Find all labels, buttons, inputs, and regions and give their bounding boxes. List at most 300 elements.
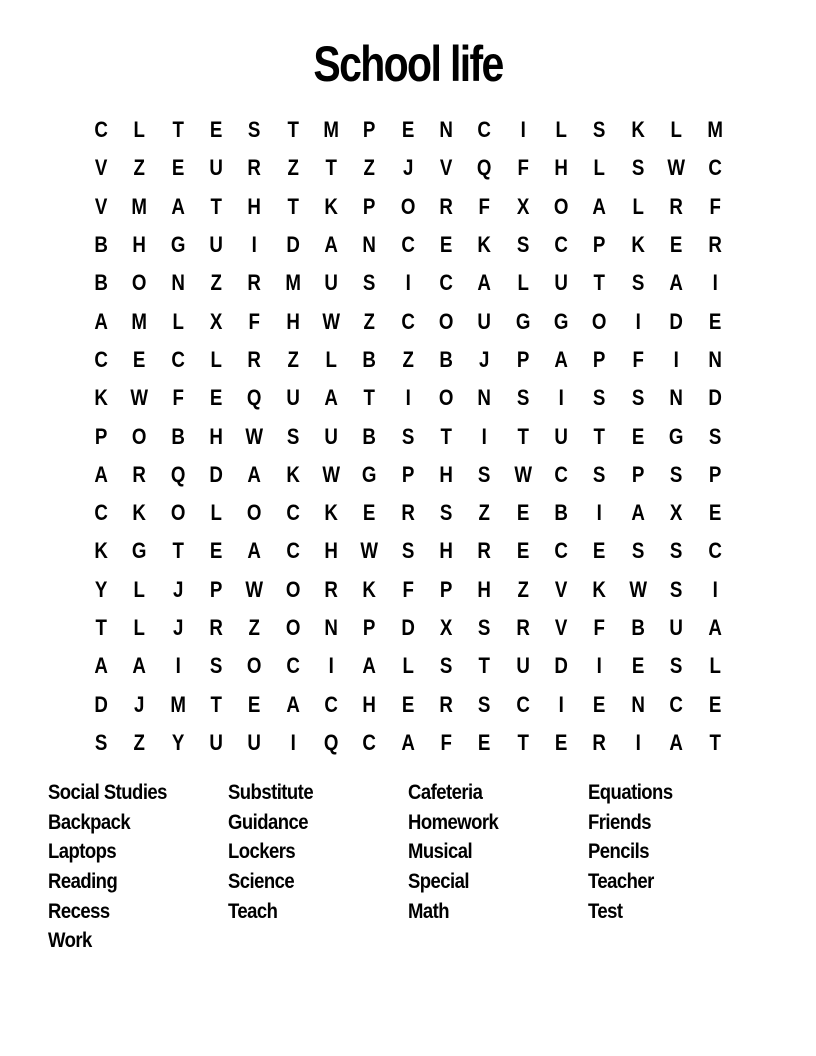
grid-row (82, 685, 734, 723)
grid-letter: L (555, 117, 568, 143)
grid-letter: P (363, 615, 376, 640)
grid-letter: A (592, 193, 607, 219)
grid-letter: S (440, 500, 453, 526)
grid-letter: I (328, 653, 334, 679)
grid-letter: O (592, 308, 607, 334)
word-list-item: Cafeteria (408, 781, 483, 804)
grid-letter: B (171, 423, 185, 449)
word-list-item: Musical (408, 840, 473, 864)
grid-letter: S (593, 117, 606, 143)
grid-letter: Y (94, 576, 108, 602)
grid-letter: S (631, 155, 645, 181)
grid-letter: U (286, 385, 300, 411)
grid-letter: G (554, 308, 569, 334)
word-list-item: Science (228, 870, 295, 894)
grid-letter: J (479, 346, 490, 372)
grid-letter: E (631, 653, 645, 679)
grid-letter: L (210, 346, 222, 372)
grid-letter: L (133, 117, 146, 143)
grid-letter: S (478, 691, 491, 717)
grid-letter: S (401, 423, 415, 449)
grid-letter: X (440, 615, 453, 640)
grid-letter: D (209, 461, 223, 487)
grid-letter: W (629, 576, 647, 602)
grid-letter: M (706, 117, 723, 143)
grid-letter: R (592, 729, 607, 755)
grid-letter: T (517, 729, 529, 755)
grid-letter: I (405, 385, 411, 411)
grid-row (82, 647, 734, 685)
grid-letter: F (402, 576, 414, 602)
grid-letter: S (593, 461, 606, 487)
grid-letter: E (593, 691, 606, 717)
grid-letter: R (247, 155, 262, 181)
grid-letter: K (631, 232, 645, 258)
grid-letter: S (440, 653, 453, 679)
grid-letter: S (631, 538, 645, 564)
grid-letter: K (324, 500, 338, 526)
grid-letter: E (670, 232, 683, 258)
word-list-item: Friends (588, 810, 652, 834)
grid-letter: X (670, 500, 683, 526)
grid-letter: N (324, 615, 338, 640)
grid-letter: A (669, 729, 684, 755)
grid-letter: P (209, 576, 223, 602)
grid-letter: F (478, 193, 491, 219)
grid-letter: E (209, 385, 223, 411)
grid-letter: C (401, 232, 415, 258)
grid-letter: F (248, 308, 261, 334)
grid-letter: N (171, 270, 185, 296)
grid-letter: I (597, 653, 603, 679)
grid-letter: R (477, 538, 492, 564)
grid-letter: E (440, 232, 453, 258)
grid-letter: W (667, 155, 686, 181)
grid-letter: A (324, 232, 338, 258)
grid-letter: S (516, 232, 530, 258)
grid-letter: E (401, 117, 415, 143)
grid-letter: V (94, 193, 108, 219)
grid-letter: S (286, 423, 300, 449)
grid-row (82, 149, 734, 187)
grid-letter: P (708, 461, 721, 487)
grid-letter: N (707, 346, 722, 372)
grid-letter: U (209, 232, 223, 258)
grid-letter: R (324, 576, 338, 602)
grid-letter: O (247, 500, 262, 526)
grid-letter: I (558, 385, 564, 411)
grid-letter: W (245, 423, 264, 449)
grid-letter: A (132, 653, 147, 679)
grid-letter: V (94, 155, 108, 181)
word-list-item: Homework (408, 810, 499, 834)
grid-letter: D (669, 308, 684, 334)
grid-letter: I (712, 270, 718, 296)
grid-letter: F (517, 155, 529, 181)
grid-letter: I (635, 308, 641, 334)
grid-letter: C (286, 538, 300, 564)
grid-letter: Z (478, 500, 491, 526)
grid-letter: N (631, 691, 645, 717)
word-list-item: Laptops (48, 840, 117, 864)
grid-letter: E (708, 308, 721, 334)
word-list-item: Teacher (588, 870, 654, 894)
grid-letter: E (593, 538, 606, 564)
grid-letter: B (362, 423, 377, 449)
grid-letter: A (362, 653, 377, 679)
grid-letter: R (132, 461, 147, 487)
grid-letter: T (172, 117, 184, 143)
grid-letter: I (175, 653, 181, 679)
page-title: School life (313, 36, 503, 92)
grid-letter: S (631, 385, 645, 411)
letter-grid (82, 111, 734, 762)
grid-letter: H (132, 232, 147, 258)
grid-letter: Y (171, 729, 185, 755)
grid-letter: O (247, 653, 262, 679)
grid-letter: S (363, 270, 376, 296)
grid-letter: L (210, 500, 222, 526)
grid-letter: I (520, 117, 526, 143)
grid-letter: M (170, 691, 186, 717)
grid-letter: P (401, 461, 415, 487)
grid-letter: B (94, 232, 108, 258)
grid-row (82, 417, 734, 455)
grid-letter: S (248, 117, 261, 143)
grid-letter: B (362, 346, 377, 372)
grid-letter: S (631, 270, 645, 296)
grid-letter: F (632, 346, 644, 372)
grid-letter: G (362, 461, 377, 487)
grid-letter: L (517, 270, 529, 296)
grid-letter: D (94, 691, 108, 717)
grid-letter: K (94, 538, 108, 564)
grid-letter: P (631, 461, 645, 487)
grid-letter: S (670, 461, 683, 487)
grid-letter: E (708, 691, 721, 717)
grid-letter: T (517, 423, 529, 449)
grid-letter: A (707, 615, 722, 640)
grid-letter: F (593, 615, 606, 640)
grid-letter: C (94, 346, 108, 372)
grid-letter: S (670, 576, 683, 602)
grid-letter: D (554, 653, 569, 679)
grid-letter: L (593, 155, 606, 181)
grid-letter: Z (133, 729, 146, 755)
grid-letter: K (132, 500, 147, 526)
grid-letter: E (708, 500, 721, 526)
grid-letter: K (362, 576, 377, 602)
grid-letter: T (593, 270, 606, 296)
grid-letter: L (133, 615, 146, 640)
grid-letter: T (708, 729, 721, 755)
grid-letter: C (707, 538, 722, 564)
word-list-item: Teach (228, 899, 278, 923)
grid-letter: W (360, 538, 379, 564)
grid-letter: A (247, 461, 262, 487)
grid-letter: E (516, 538, 530, 564)
grid-letter: G (669, 423, 684, 449)
grid-letter: T (440, 423, 452, 449)
grid-letter: C (554, 232, 569, 258)
grid-letter: M (323, 117, 340, 143)
grid-letter: U (516, 653, 530, 679)
grid-letter: O (170, 500, 186, 526)
grid-letter: T (593, 423, 606, 449)
grid-letter: K (94, 385, 108, 411)
grid-letter: I (673, 346, 679, 372)
grid-letter: E (209, 538, 223, 564)
grid-letter: V (555, 576, 568, 602)
grid-letter: J (172, 615, 184, 640)
grid-letter: O (132, 270, 147, 296)
grid-letter: O (438, 385, 454, 411)
grid-letter: R (707, 232, 722, 258)
grid-letter: I (597, 500, 603, 526)
grid-letter: G (132, 538, 147, 564)
grid-letter: T (478, 653, 491, 679)
grid-letter: U (554, 270, 569, 296)
grid-letter: E (478, 729, 491, 755)
grid-letter: V (555, 615, 568, 640)
grid-letter: Q (170, 461, 186, 487)
grid-letter: W (322, 461, 341, 487)
grid-letter: U (209, 729, 223, 755)
grid-letter: R (516, 615, 530, 640)
grid-letter: O (400, 193, 416, 219)
grid-letter: A (669, 270, 684, 296)
grid-letter: H (362, 691, 377, 717)
grid-letter: K (631, 117, 645, 143)
grid-letter: I (558, 691, 564, 717)
grid-row (82, 341, 734, 379)
grid-letter: L (133, 576, 146, 602)
grid-letter: V (440, 155, 453, 181)
grid-letter: C (439, 270, 454, 296)
grid-row (82, 226, 734, 264)
grid-letter: C (477, 117, 492, 143)
grid-row (82, 111, 734, 149)
grid-letter: B (631, 615, 645, 640)
word-list-item: Test (588, 899, 623, 923)
grid-letter: L (172, 308, 184, 334)
grid-letter: C (516, 691, 530, 717)
word-list-item: Substitute (228, 781, 314, 804)
grid-letter: C (94, 117, 108, 143)
word-list-item: Social Studies (48, 781, 167, 804)
grid-row (82, 609, 734, 647)
grid-letter: D (707, 385, 722, 411)
grid-letter: N (362, 232, 377, 258)
grid-letter: A (554, 346, 569, 372)
grid-letter: Z (363, 155, 376, 181)
grid-letter: I (712, 576, 718, 602)
grid-letter: B (554, 500, 569, 526)
grid-row (82, 724, 734, 762)
grid-letter: R (209, 615, 223, 640)
grid-letter: Q (477, 155, 492, 181)
grid-row (82, 494, 734, 532)
grid-letter: X (209, 308, 223, 334)
grid-row (82, 571, 734, 609)
grid-letter: R (247, 270, 262, 296)
grid-letter: C (286, 500, 300, 526)
grid-letter: R (669, 193, 684, 219)
grid-letter: E (516, 500, 530, 526)
grid-letter: C (362, 729, 377, 755)
grid-letter: R (247, 346, 262, 372)
grid-letter: H (324, 538, 338, 564)
grid-letter: L (632, 193, 644, 219)
grid-letter: L (708, 653, 721, 679)
grid-letter: I (290, 729, 296, 755)
grid-letter: O (554, 193, 569, 219)
grid-letter: E (631, 423, 645, 449)
word-list-item: Work (48, 929, 92, 953)
grid-letter: W (322, 308, 341, 334)
grid-letter: A (324, 385, 338, 411)
grid-letter: I (405, 270, 411, 296)
grid-letter: K (286, 461, 300, 487)
grid-letter: P (94, 423, 108, 449)
grid-letter: U (209, 155, 223, 181)
grid-letter: F (172, 385, 184, 411)
grid-letter: N (477, 385, 492, 411)
grid-letter: W (130, 385, 149, 411)
grid-letter: A (171, 193, 185, 219)
grid-letter: F (440, 729, 452, 755)
grid-letter: Q (247, 385, 262, 411)
grid-letter: B (439, 346, 454, 372)
grid-letter: D (286, 232, 300, 258)
grid-letter: C (707, 155, 722, 181)
grid-letter: H (209, 423, 223, 449)
grid-letter: R (439, 691, 454, 717)
grid-letter: S (593, 385, 606, 411)
grid-letter: T (363, 385, 376, 411)
grid-letter: P (516, 346, 530, 372)
grid-letter: U (669, 615, 684, 640)
grid-letter: T (287, 193, 299, 219)
grid-letter: C (669, 691, 684, 717)
word-list-item: Equations (588, 781, 673, 804)
grid-letter: R (439, 193, 454, 219)
grid-letter: C (324, 691, 338, 717)
grid-letter: Z (287, 155, 299, 181)
grid-row (82, 188, 734, 226)
grid-letter: M (285, 270, 301, 296)
grid-letter: E (555, 729, 568, 755)
grid-letter: N (669, 385, 684, 411)
grid-letter: I (482, 423, 488, 449)
grid-letter: Z (287, 346, 299, 372)
grid-letter: J (134, 691, 145, 717)
grid-letter: O (285, 615, 301, 640)
grid-letter: P (593, 232, 606, 258)
grid-letter: U (324, 423, 338, 449)
word-list-item: Reading (48, 870, 118, 894)
grid-letter: H (477, 576, 492, 602)
grid-letter: W (514, 461, 532, 487)
grid-letter: Q (323, 729, 339, 755)
grid-letter: U (247, 729, 262, 755)
grid-letter: K (592, 576, 607, 602)
grid-letter: S (670, 538, 683, 564)
grid-letter: M (131, 308, 148, 334)
grid-letter: S (209, 653, 223, 679)
grid-letter: Z (210, 270, 222, 296)
grid-letter: W (245, 576, 264, 602)
grid-letter: I (635, 729, 641, 755)
grid-letter: K (324, 193, 338, 219)
grid-letter: R (401, 500, 415, 526)
grid-letter: P (593, 346, 606, 372)
grid-letter: H (554, 155, 569, 181)
word-list-item: Lockers (228, 840, 296, 864)
grid-letter: P (363, 193, 376, 219)
word-list-item: Special (408, 870, 470, 894)
grid-letter: F (708, 193, 721, 219)
grid-letter: U (477, 308, 492, 334)
grid-letter: H (247, 193, 262, 219)
grid-letter: A (94, 653, 108, 679)
grid-letter: T (325, 155, 337, 181)
word-list-item: Guidance (228, 810, 308, 834)
grid-letter: L (402, 653, 414, 679)
grid-letter: G (170, 232, 186, 258)
grid-letter: E (171, 155, 185, 181)
grid-letter: H (286, 308, 300, 334)
grid-letter: L (325, 346, 337, 372)
grid-letter: C (94, 500, 108, 526)
grid-row (82, 379, 734, 417)
grid-letter: T (172, 538, 184, 564)
grid-letter: A (477, 270, 492, 296)
grid-letter: A (94, 461, 108, 487)
grid-letter: D (401, 615, 415, 640)
grid-letter: H (439, 461, 454, 487)
grid-letter: Z (402, 346, 414, 372)
grid-letter: E (133, 346, 146, 372)
grid-letter: S (708, 423, 721, 449)
grid-letter: T (210, 193, 222, 219)
grid-letter: N (439, 117, 454, 143)
grid-letter: S (516, 385, 530, 411)
grid-letter: O (285, 576, 301, 602)
grid-letter: Z (517, 576, 529, 602)
grid-letter: K (477, 232, 492, 258)
grid-letter: S (478, 461, 491, 487)
grid-letter: C (554, 461, 569, 487)
grid-letter: A (247, 538, 262, 564)
grid-letter: O (438, 308, 454, 334)
grid-letter: U (554, 423, 569, 449)
grid-letter: Z (363, 308, 376, 334)
grid-letter: C (401, 308, 415, 334)
grid-letter: A (631, 500, 645, 526)
grid-letter: U (324, 270, 338, 296)
grid-letter: A (286, 691, 300, 717)
grid-letter: Z (248, 615, 261, 640)
word-list-item: Backpack (48, 810, 131, 834)
grid-letter: J (172, 576, 184, 602)
grid-row (82, 532, 734, 570)
grid-letter: S (670, 653, 683, 679)
grid-letter: Z (133, 155, 146, 181)
grid-letter: C (286, 653, 300, 679)
word-list-item: Pencils (588, 840, 650, 864)
grid-letter: T (287, 117, 299, 143)
